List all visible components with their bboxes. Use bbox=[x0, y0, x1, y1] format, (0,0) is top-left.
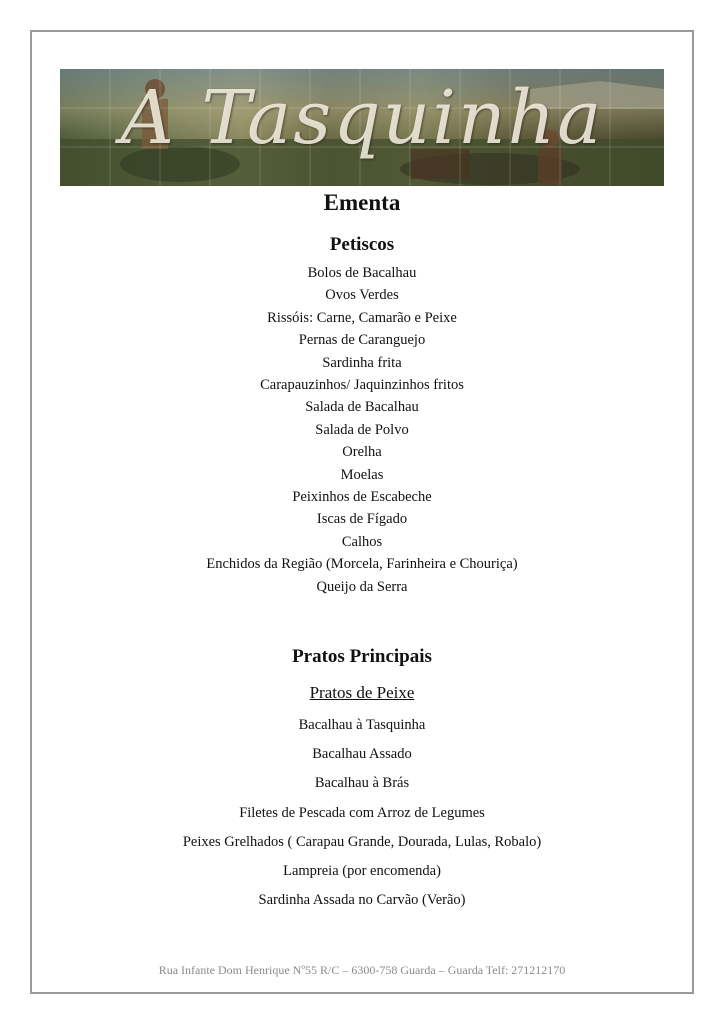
list-item: Carapauzinhos/ Jaquinzinhos fritos bbox=[260, 377, 464, 394]
list-item: Iscas de Fígado bbox=[316, 511, 408, 528]
pratos-de-peixe-heading: Pratos de Peixe bbox=[309, 683, 415, 702]
list-item: Bacalhau à Tasquinha bbox=[298, 717, 426, 733]
list-item: Enchidos da Região (Morcela, Farinheira e Chouriça) bbox=[206, 556, 518, 573]
list-item: Lampreia (por encomenda) bbox=[283, 863, 441, 880]
restaurant-name-logo: A Tasquinha bbox=[120, 75, 604, 161]
list-item: Peixinhos de Escabeche bbox=[292, 489, 432, 506]
list-item: Calhos bbox=[341, 533, 383, 550]
list-item: Salada de Bacalhau bbox=[305, 399, 419, 416]
list-item: Bacalhau Assado bbox=[312, 746, 412, 763]
list-item: Orelha bbox=[342, 444, 382, 461]
list-item: Ovos Verdes bbox=[325, 287, 399, 304]
list-item: Filetes de Pescada com Arroz de Legumes bbox=[239, 804, 485, 821]
list-item: Bacalhau à Brás bbox=[314, 775, 410, 792]
footer-address: Rua Infante Dom Henrique Nº55 R/C – 6300-758 Guarda – Guarda Telf: 271212170 bbox=[158, 963, 566, 977]
pratos-de-peixe-list bbox=[30, 711, 694, 915]
restaurant-banner bbox=[60, 69, 664, 186]
petiscos-heading: Petiscos bbox=[329, 234, 395, 255]
list-item: Peixes Grelhados ( Carapau Grande, Dourada, Lulas, Robalo) bbox=[182, 833, 542, 850]
list-item: Queijo da Serra bbox=[316, 578, 408, 595]
list-item: Salada de Polvo bbox=[315, 421, 409, 438]
list-item: Pernas de Caranguejo bbox=[298, 332, 426, 349]
petiscos-list bbox=[30, 262, 694, 598]
list-item: Sardinha Assada no Carvão (Verão) bbox=[258, 892, 466, 909]
pratos-principais-heading: Pratos Principais bbox=[292, 646, 432, 667]
list-item: Sardinha frita bbox=[322, 354, 402, 371]
list-item: Moelas bbox=[340, 466, 384, 483]
list-item: Bolos de Bacalhau bbox=[307, 265, 417, 281]
menu-title: Ementa bbox=[323, 190, 401, 215]
list-item: Rissóis: Carne, Camarão e Peixe bbox=[267, 309, 457, 326]
